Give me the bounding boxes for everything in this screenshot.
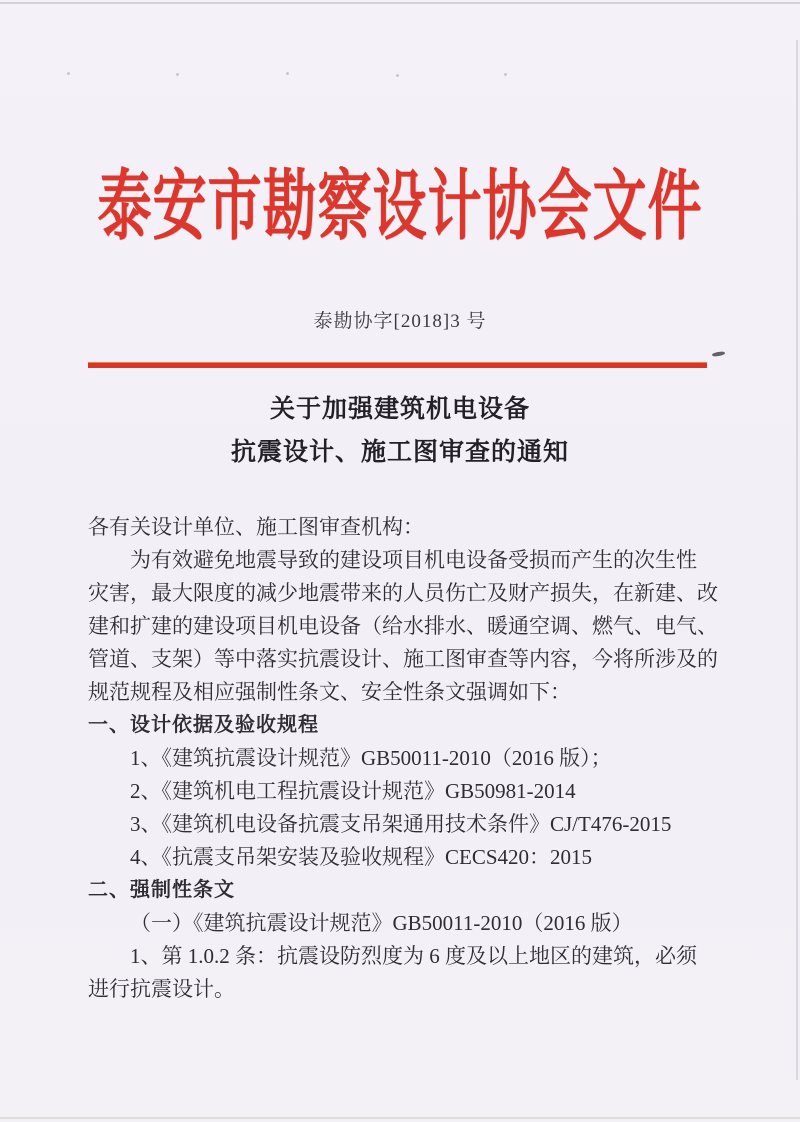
scan-speck (504, 73, 507, 76)
document-number: 泰勘协字[2018]3 号 (313, 311, 487, 332)
scan-speck (396, 74, 399, 77)
body-line: 规范规程及相应强制性条文、安全性条文强调如下： (88, 680, 571, 704)
notice-title-line1: 关于加强建筑机电设备 (269, 396, 530, 423)
body-line: 建和扩建的建设项目机电设备（给水排水、暖通空调、燃气、电气、 (88, 614, 718, 638)
body-line: （一）《建筑抗震设计规范》GB50011-2010（2016 版） (130, 911, 633, 935)
letterhead (0, 152, 800, 248)
body-line: 4、《抗震支吊架安装及验收规程》CECS420：2015 (130, 845, 593, 869)
notice-title-line2: 抗震设计、施工图审查的通知 (230, 439, 569, 466)
scan-speck (67, 72, 70, 75)
red-divider-rule (88, 362, 707, 368)
body-line: 3、《建筑机电设备抗震支吊架通用技术条件》CJ/T476-2015 (130, 812, 672, 836)
body-line: 1、《建筑抗震设计规范》GB50011-2010（2016 版）； (130, 746, 612, 770)
body-line: 进行抗震设计。 (88, 977, 235, 1001)
body-line: 2、《建筑机电工程抗震设计规范》GB50981-2014 (130, 779, 576, 803)
scan-speck (286, 72, 289, 75)
body-line: 1、第 1.0.2 条：抗震设防烈度为 6 度及以上地区的建筑，必须 (130, 944, 697, 968)
scan-edge-bottom (0, 1117, 800, 1119)
document-body (88, 511, 728, 1006)
body-line: 为有效避免地震导致的建设项目机电设备受损而产生的次生性 (130, 548, 697, 572)
scan-edge-top (0, 2, 800, 4)
body-line: 灾害，最大限度的减少地震带来的人员伤亡及财产损失，在新建、改 (88, 581, 718, 605)
section-heading: 一、设计依据及验收规程 (88, 714, 319, 736)
body-line: 各有关设计单位、施工图审查机构： (88, 515, 424, 539)
ink-smudge (712, 351, 725, 357)
scan-speck (176, 73, 179, 76)
section-heading: 二、强制性条文 (88, 879, 235, 901)
letterhead-org-title: 泰安市勘察设计协会文件 (97, 163, 703, 249)
body-line: 管道、支架）等中落实抗震设计、施工图审查等内容，今将所涉及的 (88, 647, 718, 671)
notice-title (0, 388, 800, 474)
